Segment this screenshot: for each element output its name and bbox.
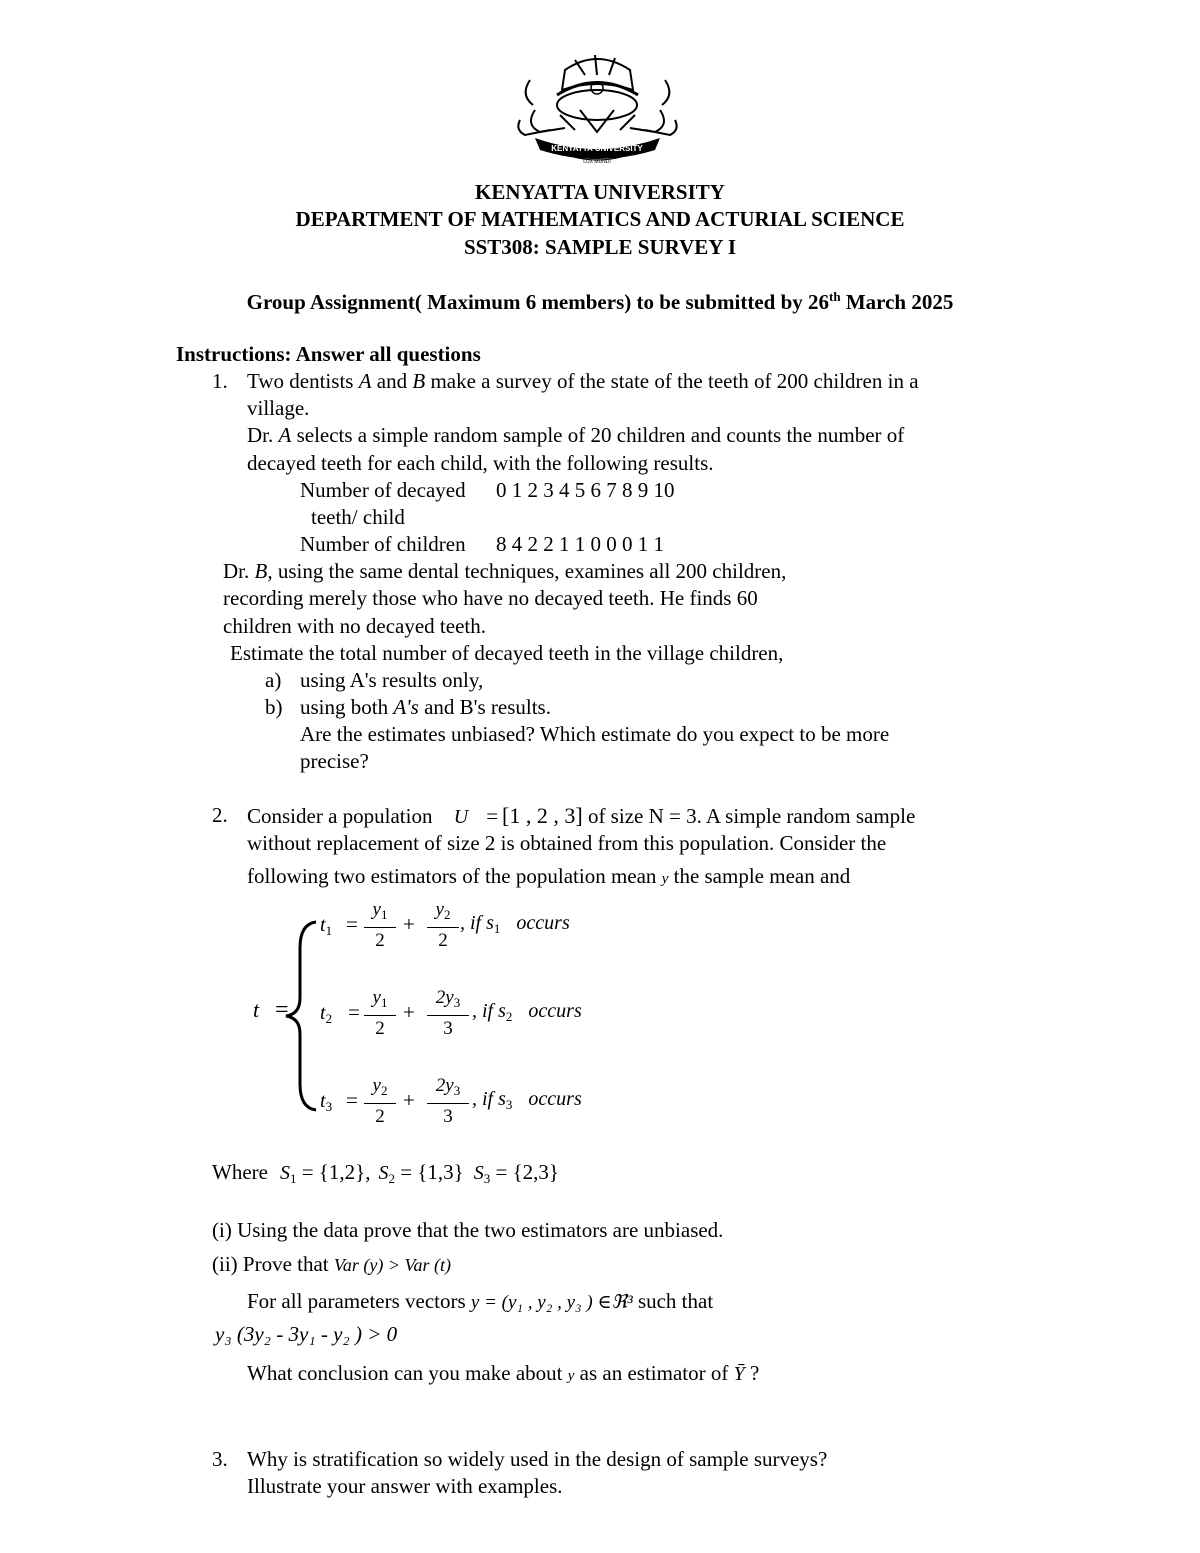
case2-frac1: $\frac{y_1}{2}$ xyxy=(364,986,396,1042)
case3-frac1: $\frac{y_2}{2}$ xyxy=(364,1074,396,1130)
case1-eq: = xyxy=(346,912,358,936)
case1-frac2: $\frac{y_2}{2}$ xyxy=(427,898,459,954)
q2-conclusion: What conclusion can you make about y as an estimator of Ȳ ? xyxy=(247,1361,760,1385)
case2-eq: = xyxy=(348,1000,360,1024)
logo-motto-text: LUX MUNDI xyxy=(583,159,611,165)
q1-table-row2-values: 8 4 2 2 1 1 0 0 0 1 1 xyxy=(496,532,664,556)
q1-table-row1-label: Number of decayed xyxy=(300,478,466,502)
case2-plus: + xyxy=(403,1000,415,1024)
q1-part-a-text: using A's results only, xyxy=(300,668,484,692)
case3-eq: = xyxy=(346,1088,358,1112)
q2-vectors-line: For all parameters vectors y = (y₁ , y₂ , y₃ ) ∈ℜ³ such that xyxy=(247,1289,714,1313)
q1-table-row1-label-2: teeth/ child xyxy=(311,505,405,529)
q1-line-1: Two dentists A and B make a survey of the state of the teeth of 200 children in a xyxy=(247,369,919,393)
q1-line-9: Are the estimates unbiased? Which estimate do you expect to be more xyxy=(300,722,890,746)
q1-part-b-label: b) xyxy=(265,695,283,719)
case2-frac2: $\frac{2y_3}{3}$ xyxy=(427,986,469,1042)
assignment-line xyxy=(0,289,1200,315)
logo-ribbon-text: KENYATTA UNIVERSITY xyxy=(551,144,643,153)
case3-lhs: $t_3$ xyxy=(320,1090,333,1114)
q1-line-10: precise? xyxy=(300,749,369,773)
case1-frac1: $\frac{y_1}{2}$ xyxy=(364,898,396,954)
where-line: Where $S_1 = \{1,2\}$, $S_2 = \{1,3\} S_3 = \{2,3\}$ xyxy=(212,1160,560,1186)
q1-table-row2-label: Number of children xyxy=(300,532,466,556)
assignment-pre: Group Assignment( Maximum 6 members) to be submitted by 26 xyxy=(246,290,830,314)
case3-condition: , if $s_3$ occurs xyxy=(472,1088,582,1112)
q2-part-ii: (ii) Prove that Var (y) > Var (t) xyxy=(212,1252,452,1276)
q2-line-3: following two estimators of the population mean y the sample mean and xyxy=(247,864,851,888)
case3-frac2: $\frac{2y_3}{3}$ xyxy=(427,1074,469,1130)
q1-line-4: decayed teeth for each child, with the following results. xyxy=(247,451,714,475)
case1-plus: + xyxy=(403,912,415,936)
assignment-post: March 2025 xyxy=(840,290,954,314)
estimator-equals: = xyxy=(275,997,289,1023)
q2-inequality: y₃ (3y₂ - 3y₁ - y₂ ) > 0 xyxy=(215,1322,398,1346)
piecewise-brace-icon xyxy=(278,918,318,1113)
q1-line-8: Estimate the total number of decayed teeth in the village children, xyxy=(230,641,784,665)
q1-part-a-label: a) xyxy=(265,668,282,692)
q1-line-2: village. xyxy=(247,396,310,420)
case1-lhs: $t_1$ xyxy=(320,914,333,938)
instructions-heading: Instructions: Answer all questions xyxy=(176,342,481,366)
q2-line-1: Consider a population U = [1 , 2 , 3] of size N = 3. A simple random sample xyxy=(247,803,916,828)
case1-condition: , if $s_1$ occurs xyxy=(460,912,570,936)
q2-line-2: without replacement of size 2 is obtained from this population. Consider the xyxy=(247,831,887,855)
q1-line-3: Dr. A selects a simple random sample of 20 children and counts the number of xyxy=(247,423,905,447)
estimator-t: t xyxy=(253,997,260,1022)
q1-part-b-text: using both A's and B's results. xyxy=(300,695,551,719)
assignment-sup: th xyxy=(829,289,841,304)
q3-number: 3. xyxy=(212,1447,228,1471)
q3-line-1: Why is stratification so widely used in the design of sample surveys? xyxy=(247,1447,828,1471)
university-crest-logo xyxy=(505,50,690,165)
q3-line-2: Illustrate your answer with examples. xyxy=(247,1474,563,1498)
course-title: SST308: SAMPLE SURVEY I xyxy=(463,235,737,259)
q1-number: 1. xyxy=(212,369,228,393)
q2-part-i: (i) Using the data prove that the two estimators are unbiased. xyxy=(212,1218,724,1242)
q1-line-5: Dr. B, using the same dental techniques, examines all 200 children, xyxy=(223,559,787,583)
q1-line-6: recording merely those who have no decayed teeth. He finds 60 xyxy=(223,586,758,610)
q2-number: 2. xyxy=(212,803,228,827)
q1-table-row1-values: 0 1 2 3 4 5 6 7 8 9 10 xyxy=(496,478,675,502)
case3-plus: + xyxy=(403,1088,415,1112)
case2-lhs: $t_2$ xyxy=(320,1002,333,1026)
case2-condition: , if $s_2$ occurs xyxy=(472,1000,582,1024)
department-name: DEPARTMENT OF MATHEMATICS AND ACTURIAL SCIENCE xyxy=(295,207,905,231)
university-name: KENYATTA UNIVERSITY xyxy=(475,180,725,204)
q1-line-7: children with no decayed teeth. xyxy=(223,614,486,638)
